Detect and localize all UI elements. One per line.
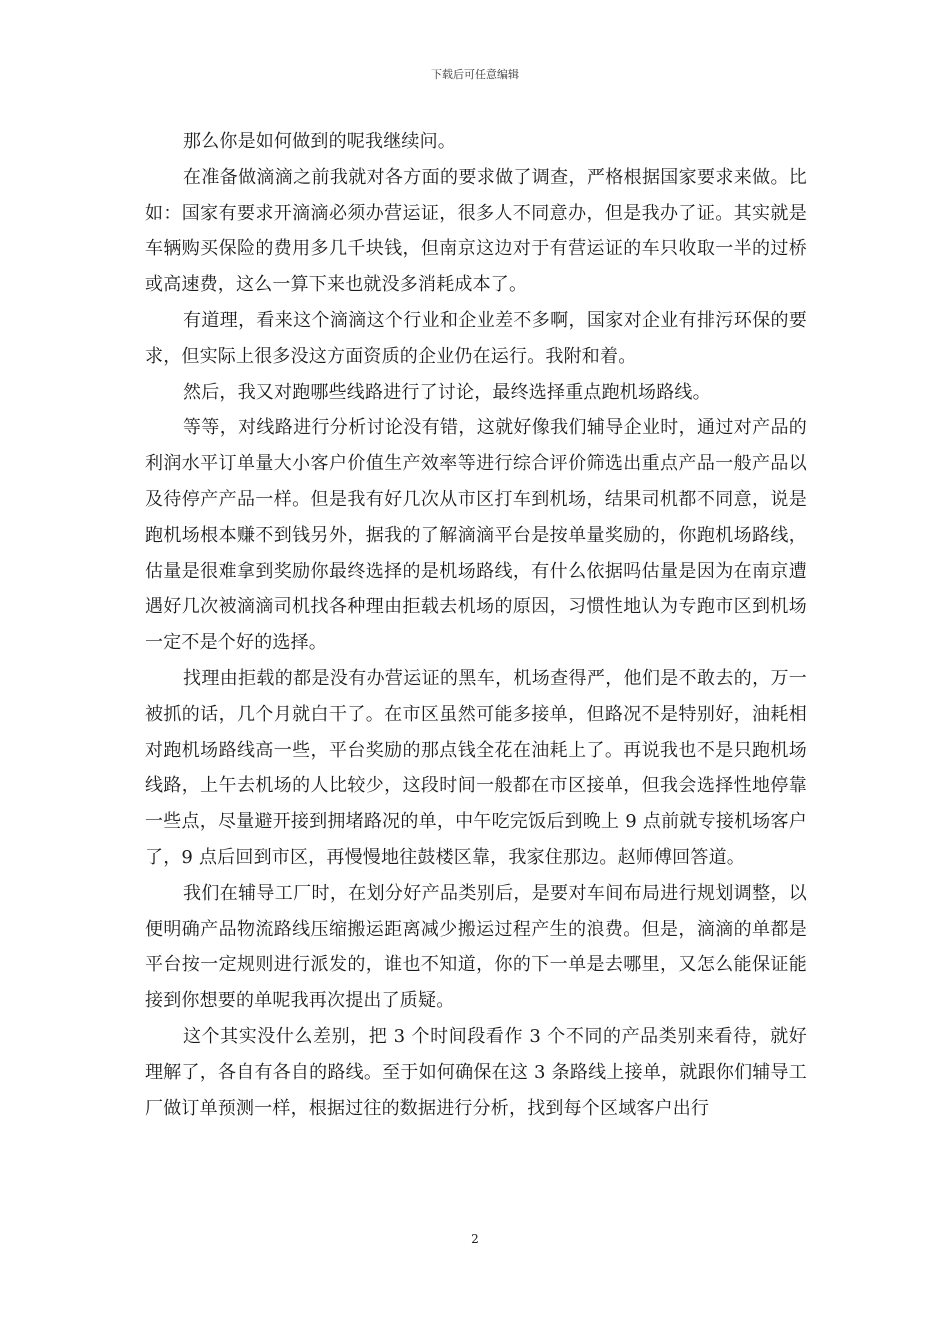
page-number: 2: [471, 1232, 479, 1246]
paragraph-4: 然后，我又对跑哪些线路进行了讨论，最终选择重点跑机场路线。: [183, 381, 711, 403]
paragraph-5: 等等，对线路进行分析讨论没有错，这就好像我们辅导企业时，通过对产品的利润水平订单量大小客户价值生产效率等进行综合评价筛选出重点产品一般产品以及待停产产品一样。但是我有好几次从市区打车到机场，结果司机都不同意，说是跑机场根本赚不到钱另外，据我的了解滴滴平台是按单量奖励的，你跑机场路线，估量是很难拿到奖励你最终选择的是机场路线，有什么依据吗估量是因为在南京遭遇好几次被滴滴司机找各种理由拒载去机场的原因，习惯性地认为专跑市区到机场一定不是个好的选择。: [145, 417, 807, 654]
document-body: [145, 124, 807, 1126]
paragraph-6: 找理由拒载的都是没有办营运证的黑车，机场查得严，他们是不敢去的，万一被抓的话，几个月就白干了。在市区虽然可能多接单，但路况不是特别好，油耗相对跑机场路线高一些，平台奖励的那点钱全花在油耗上了。再说我也不是只跑机场线路，上午去机场的人比较少，这段时间一般都在市区接单，但我会选择性地停靠一些点，尽量避开接到拥堵路况的单，中午吃完饭后到晚上 9 点前就专接机场客户了，9 点后回到市区，再慢慢地往鼓楼区靠，我家住那边。赵师傅回答道。: [145, 667, 807, 868]
paragraph-1: 那么你是如何做到的呢我继续问。: [183, 131, 456, 152]
paragraph-7: 我们在辅导工厂时，在划分好产品类别后，是要对车间布局进行规划调整，以便明确产品物流路线压缩搬运距离减少搬运过程产生的浪费。但是，滴滴的单都是平台按一定规则进行派发的，谁也不知道，你的下一单是去哪里，又怎么能保证能接到你想要的单呢我再次提出了质疑。: [145, 882, 807, 1012]
paragraph-8: 这个其实没什么差别，把 3 个时间段看作 3 个不同的产品类别来看待，就好理解了，各自有各自的路线。至于如何确保在这 3 条路线上接单，就跟你们辅导工厂做订单预测一样，根据过往的数据进行分析，找到每个区域客户出行: [145, 1025, 807, 1119]
page-header: 下载后可任意编辑: [431, 68, 519, 81]
paragraph-2: 在准备做滴滴之前我就对各方面的要求做了调查，严格根据国家要求来做。比如：国家有要求开滴滴必须办营运证，很多人不同意办，但是我办了证。其实就是车辆购买保险的费用多几千块钱，但南京这边对于有营运证的车只收取一半的过桥或高速费，这么一算下来也就没多消耗成本了。: [145, 166, 807, 296]
paragraph-3: 有道理，看来这个滴滴这个行业和企业差不多啊，国家对企业有排污环保的要求，但实际上很多没这方面资质的企业仍在运行。我附和着。: [145, 309, 807, 367]
